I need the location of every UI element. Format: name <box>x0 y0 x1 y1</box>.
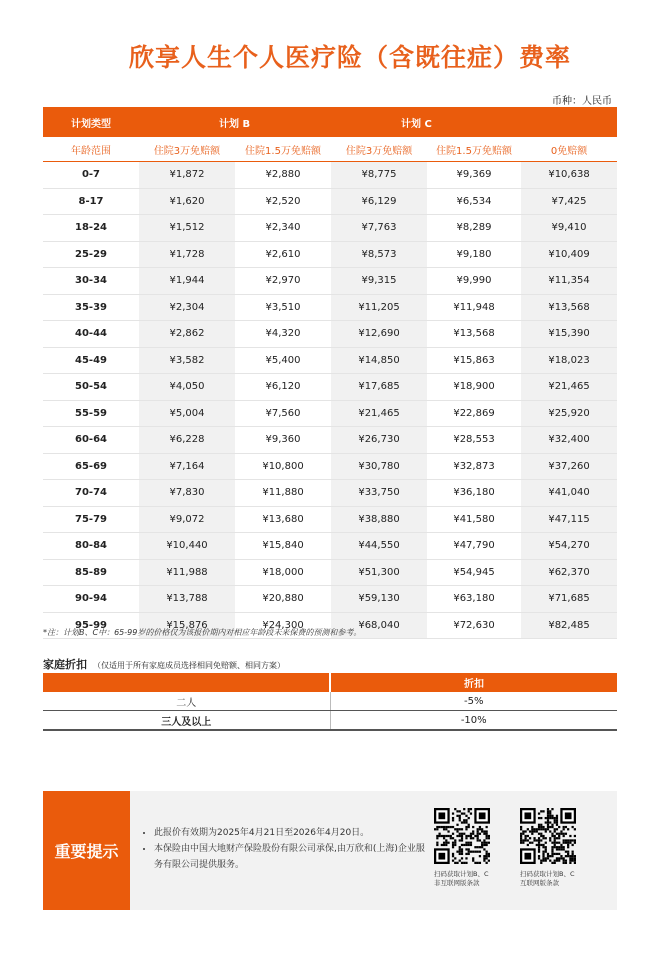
family-size-label: 二人 <box>43 692 330 711</box>
premium-cell: ¥7,560 <box>235 400 331 427</box>
premium-cell: ¥1,944 <box>139 268 235 295</box>
footnote: *注：计划B、C中：65-99岁的价格仅为该报价期内对相应年龄段未来保费的预测和参考。 <box>43 628 362 637</box>
premium-cell: ¥17,685 <box>331 374 427 401</box>
premium-cell: ¥9,369 <box>427 162 521 189</box>
column-header: 住院1.5万免赔额 <box>235 137 331 162</box>
premium-cell: ¥54,945 <box>427 559 521 586</box>
age-range-cell: 80-84 <box>43 533 139 560</box>
premium-cell: ¥68,040 <box>331 612 427 639</box>
premium-cell: ¥41,580 <box>427 506 521 533</box>
column-header: 住院3万免赔额 <box>139 137 235 162</box>
premium-cell: ¥11,354 <box>521 268 617 295</box>
premium-cell: ¥3,510 <box>235 294 331 321</box>
premium-cell: ¥7,425 <box>521 188 617 215</box>
premium-cell: ¥1,872 <box>139 162 235 189</box>
premium-cell: ¥8,289 <box>427 215 521 242</box>
qr-caption-line: 非互联网版条款 <box>434 879 480 887</box>
age-range-cell: 65-69 <box>43 453 139 480</box>
age-range-cell: 90-94 <box>43 586 139 613</box>
premium-cell: ¥63,180 <box>427 586 521 613</box>
premium-cell: ¥6,129 <box>331 188 427 215</box>
premium-cell: ¥54,270 <box>521 533 617 560</box>
column-header: 住院3万免赔额 <box>331 137 427 162</box>
family-discount-table <box>43 673 617 731</box>
table-row <box>43 453 617 480</box>
premium-cell: ¥14,850 <box>331 347 427 374</box>
qr-caption-line: 互联网版条款 <box>520 879 559 887</box>
age-range-cell: 85-89 <box>43 559 139 586</box>
premium-cell: ¥18,900 <box>427 374 521 401</box>
table-row <box>43 506 617 533</box>
notice-tag: 重要提示 <box>43 791 130 910</box>
age-range-cell: 25-29 <box>43 241 139 268</box>
premium-cell: ¥6,534 <box>427 188 521 215</box>
age-range-cell: 30-34 <box>43 268 139 295</box>
premium-cell: ¥11,205 <box>331 294 427 321</box>
qr-code-icon <box>520 808 576 864</box>
premium-cell: ¥6,120 <box>235 374 331 401</box>
notice-item: • 本保险由中国大地财产保险股份有限公司承保,由万欣和(上海)企业服务有限公司提供服务。 <box>154 841 429 873</box>
premium-cell: ¥7,830 <box>139 480 235 507</box>
table-row <box>43 533 617 560</box>
premium-cell: ¥7,164 <box>139 453 235 480</box>
family-size-header <box>43 673 330 692</box>
premium-cell: ¥1,512 <box>139 215 235 242</box>
premium-cell: ¥13,568 <box>521 294 617 321</box>
table-row <box>43 268 617 295</box>
premium-cell: ¥10,800 <box>235 453 331 480</box>
family-discount-heading <box>43 656 285 672</box>
premium-cell: ¥24,300 <box>235 612 331 639</box>
discount-value: -10% <box>330 711 617 731</box>
table-row <box>43 427 617 454</box>
premium-cell: ¥9,315 <box>331 268 427 295</box>
table-row <box>43 400 617 427</box>
premium-cell: ¥11,880 <box>235 480 331 507</box>
premium-cell: ¥21,465 <box>521 374 617 401</box>
rate-table-column-header <box>43 137 617 162</box>
premium-cell: ¥8,573 <box>331 241 427 268</box>
premium-cell: ¥38,880 <box>331 506 427 533</box>
premium-cell: ¥15,390 <box>521 321 617 348</box>
family-discount-subtitle: （仅适用于所有家庭成员选择相同免赔额、相同方案） <box>93 661 285 670</box>
age-range-cell: 45-49 <box>43 347 139 374</box>
premium-cell: ¥18,000 <box>235 559 331 586</box>
premium-cell: ¥2,304 <box>139 294 235 321</box>
premium-cell: ¥9,180 <box>427 241 521 268</box>
family-size-label: 三人及以上 <box>43 711 330 731</box>
table-row <box>43 559 617 586</box>
premium-cell: ¥47,115 <box>521 506 617 533</box>
notice-list <box>141 825 429 873</box>
premium-cell: ¥41,040 <box>521 480 617 507</box>
premium-cell: ¥6,228 <box>139 427 235 454</box>
age-range-cell: 60-64 <box>43 427 139 454</box>
premium-cell: ¥5,004 <box>139 400 235 427</box>
premium-cell: ¥15,876 <box>139 612 235 639</box>
qr-caption <box>434 870 494 888</box>
plan-c-header: 计划 C <box>331 107 617 137</box>
table-row <box>43 711 617 731</box>
qr-code-non-internet[interactable] <box>434 808 494 888</box>
premium-cell: ¥1,728 <box>139 241 235 268</box>
premium-cell: ¥9,072 <box>139 506 235 533</box>
premium-cell: ¥3,582 <box>139 347 235 374</box>
premium-cell: ¥2,880 <box>235 162 331 189</box>
column-header: 住院1.5万免赔额 <box>427 137 521 162</box>
premium-cell: ¥59,130 <box>331 586 427 613</box>
age-range-cell: 35-39 <box>43 294 139 321</box>
important-notice <box>43 791 617 910</box>
premium-cell: ¥7,763 <box>331 215 427 242</box>
premium-cell: ¥13,680 <box>235 506 331 533</box>
premium-cell: ¥11,948 <box>427 294 521 321</box>
premium-cell: ¥13,568 <box>427 321 521 348</box>
qr-code-icon <box>434 808 490 864</box>
discount-value: -5% <box>330 692 617 711</box>
premium-cell: ¥36,180 <box>427 480 521 507</box>
table-row <box>43 294 617 321</box>
premium-cell: ¥9,410 <box>521 215 617 242</box>
age-range-cell: 18-24 <box>43 215 139 242</box>
premium-cell: ¥9,990 <box>427 268 521 295</box>
premium-cell: ¥10,440 <box>139 533 235 560</box>
premium-cell: ¥10,409 <box>521 241 617 268</box>
age-range-cell: 70-74 <box>43 480 139 507</box>
premium-cell: ¥8,775 <box>331 162 427 189</box>
premium-cell: ¥2,520 <box>235 188 331 215</box>
premium-cell: ¥32,873 <box>427 453 521 480</box>
premium-cell: ¥12,690 <box>331 321 427 348</box>
premium-cell: ¥2,610 <box>235 241 331 268</box>
premium-cell: ¥2,970 <box>235 268 331 295</box>
table-row <box>43 347 617 374</box>
age-range-cell: 55-59 <box>43 400 139 427</box>
premium-cell: ¥11,988 <box>139 559 235 586</box>
rate-table-body <box>43 162 617 639</box>
premium-cell: ¥72,630 <box>427 612 521 639</box>
premium-cell: ¥28,553 <box>427 427 521 454</box>
table-row <box>43 480 617 507</box>
premium-cell: ¥4,320 <box>235 321 331 348</box>
premium-cell: ¥25,920 <box>521 400 617 427</box>
premium-cell: ¥5,400 <box>235 347 331 374</box>
premium-cell: ¥4,050 <box>139 374 235 401</box>
premium-cell: ¥2,340 <box>235 215 331 242</box>
rate-table <box>43 107 617 639</box>
premium-cell: ¥13,788 <box>139 586 235 613</box>
plan-b-header: 计划 B <box>139 107 331 137</box>
premium-cell: ¥10,638 <box>521 162 617 189</box>
age-range-cell: 75-79 <box>43 506 139 533</box>
premium-cell: ¥18,023 <box>521 347 617 374</box>
age-range-cell: 50-54 <box>43 374 139 401</box>
qr-caption-line: 扫码获取计划B、C <box>520 870 575 878</box>
family-discount-title: 家庭折扣 <box>43 658 87 671</box>
premium-cell: ¥47,790 <box>427 533 521 560</box>
premium-cell: ¥33,750 <box>331 480 427 507</box>
premium-cell: ¥9,360 <box>235 427 331 454</box>
age-range-cell: 40-44 <box>43 321 139 348</box>
qr-caption <box>520 870 580 888</box>
premium-cell: ¥37,260 <box>521 453 617 480</box>
column-header: 0免赔额 <box>521 137 617 162</box>
currency-label: 币种：人民币 <box>552 96 612 107</box>
premium-cell: ¥15,863 <box>427 347 521 374</box>
table-row <box>43 188 617 215</box>
premium-cell: ¥82,485 <box>521 612 617 639</box>
table-row <box>43 586 617 613</box>
age-range-cell: 95-99 <box>43 612 139 639</box>
premium-cell: ¥22,869 <box>427 400 521 427</box>
premium-cell: ¥30,780 <box>331 453 427 480</box>
premium-cell: ¥32,400 <box>521 427 617 454</box>
discount-header: 折扣 <box>330 673 617 692</box>
premium-cell: ¥51,300 <box>331 559 427 586</box>
premium-cell: ¥15,840 <box>235 533 331 560</box>
premium-cell: ¥1,620 <box>139 188 235 215</box>
premium-cell: ¥26,730 <box>331 427 427 454</box>
table-row <box>43 162 617 189</box>
qr-code-internet[interactable] <box>520 808 580 888</box>
premium-cell: ¥71,685 <box>521 586 617 613</box>
table-row <box>43 215 617 242</box>
table-row <box>43 374 617 401</box>
premium-cell: ¥20,880 <box>235 586 331 613</box>
age-range-cell: 8-17 <box>43 188 139 215</box>
premium-cell: ¥21,465 <box>331 400 427 427</box>
table-row <box>43 692 617 711</box>
rate-table-plan-header <box>43 107 617 137</box>
notice-item: • 此报价有效期为2025年4月21日至2026年4月20日。 <box>154 825 429 841</box>
age-range-header: 年龄范围 <box>43 137 139 162</box>
premium-cell: ¥62,370 <box>521 559 617 586</box>
table-row <box>43 241 617 268</box>
plan-type-header: 计划类型 <box>43 107 139 137</box>
page-title: 欣享人生个人医疗险（含既往症）费率 <box>128 43 571 72</box>
table-row <box>43 321 617 348</box>
premium-cell: ¥44,550 <box>331 533 427 560</box>
premium-cell: ¥2,862 <box>139 321 235 348</box>
age-range-cell: 0-7 <box>43 162 139 189</box>
qr-caption-line: 扫码获取计划B、C <box>434 870 489 878</box>
